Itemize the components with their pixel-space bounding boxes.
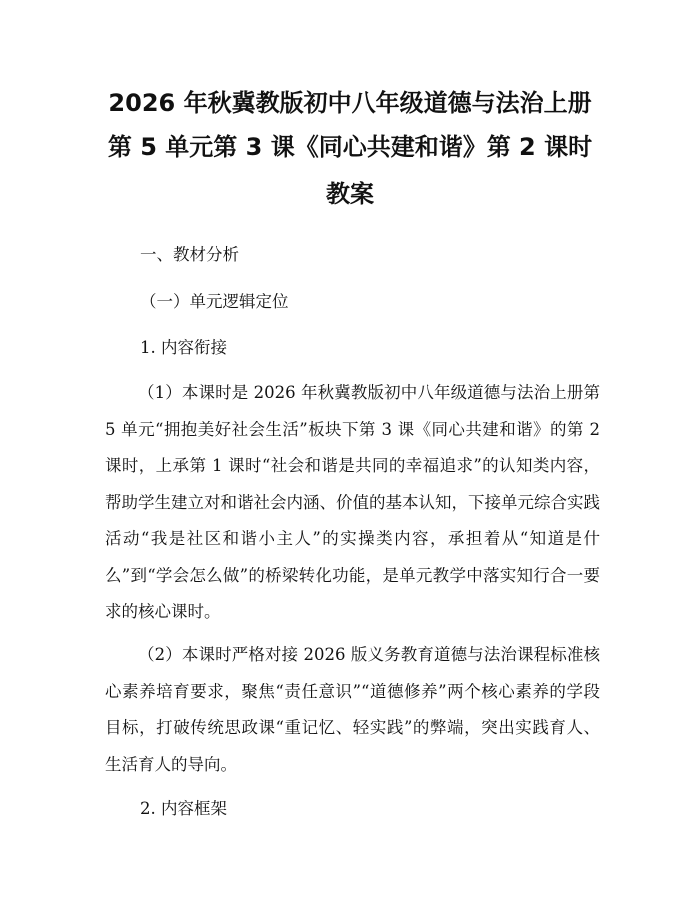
item-heading-content-connection: 1. 内容衔接 xyxy=(140,338,227,357)
document-title-line-1: 2026 年秋冀教版初中八年级道德与法治上册 xyxy=(108,89,592,117)
section-heading: 一、教材分析 xyxy=(140,245,239,264)
paragraph-1: （1）本课时是 2026 年秋冀教版初中八年级道德与法治上册第 5 单元“拥抱美好社会生活”板块下第 3 课《同心共建和谐》的第 2 课时，上承第 1 课时“社会和谐是共同的幸福追求”的认知类内容，帮助学生建立对和谐社会内涵、价值的基本认知，下接单元综合实践活动“我是社区和谐小主人”的实操类内容，承担着从“知道是什么”到“学会怎么做”的桥梁转化功能，是单元教学中落实知行合一要求的核心课时。 xyxy=(105,383,600,621)
document-title-line-3: 教案 xyxy=(326,180,374,208)
paragraph-2: （2）本课时严格对接 2026 版义务教育道德与法治课程标准核心素养培育要求，聚焦“责任意识”“道德修养”两个核心素养的学段目标，打破传统思政课“重记忆、轻实践”的弊端，突出实践育人、生活育人的导向。 xyxy=(105,645,600,774)
subsection-heading: （一）单元逻辑定位 xyxy=(140,292,289,311)
item-heading-content-framework: 2. 内容框架 xyxy=(140,799,227,818)
document-title-line-2: 第 5 单元第 3 课《同心共建和谐》第 2 课时 xyxy=(107,133,593,161)
